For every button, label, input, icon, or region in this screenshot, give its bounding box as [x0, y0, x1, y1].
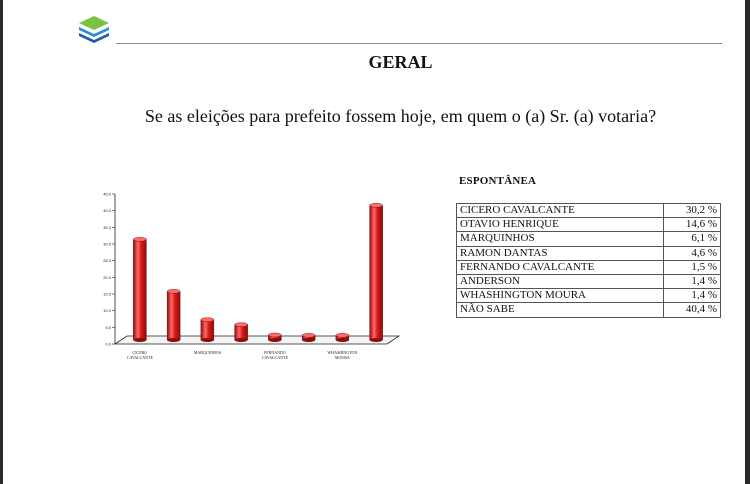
bar-base — [133, 338, 146, 342]
candidate-name: ANDERSON — [457, 274, 664, 288]
candidate-percent: 1,4 % — [664, 274, 721, 288]
y-tick-label: 30.0 — [103, 241, 111, 247]
candidate-name: WHASHINGTON MOURA — [457, 289, 664, 303]
bar — [133, 239, 146, 340]
y-tick-label: 10.0 — [103, 308, 111, 314]
candidate-percent: 14,6 % — [664, 218, 721, 232]
y-tick-label: 35.0 — [103, 224, 111, 230]
y-tick-label: 5.0 — [105, 324, 111, 330]
bar — [201, 320, 214, 340]
bar-top — [167, 289, 180, 293]
x-tick-label: CAVALCANTE — [126, 355, 153, 360]
bar-base — [302, 338, 315, 342]
candidate-name: RAMON DANTAS — [457, 246, 664, 260]
bar-chart — [99, 184, 409, 366]
table-row — [457, 232, 721, 246]
y-tick-label: 40.0 — [103, 208, 111, 214]
bar-top — [133, 237, 146, 241]
table-row — [457, 218, 721, 232]
y-tick-label: 45.0 — [103, 191, 111, 197]
page — [3, 0, 745, 484]
bar-top — [235, 323, 248, 327]
table-title: ESPONTÂNEA — [459, 175, 537, 187]
bar — [370, 205, 383, 340]
candidate-percent: 4,6 % — [664, 246, 721, 260]
x-tick-label: CICERO — [132, 350, 148, 355]
bar-base — [201, 338, 214, 342]
y-tick-label: 25.0 — [103, 258, 111, 264]
header-rule — [116, 43, 722, 44]
chart-floor — [115, 336, 399, 344]
candidate-percent: 6,1 % — [664, 232, 721, 246]
candidate-name: NÃO SABE — [457, 303, 664, 317]
table-row — [457, 246, 721, 260]
bar-base — [235, 338, 248, 342]
candidate-name: OTAVIO HENRIQUE — [457, 218, 664, 232]
x-tick-label: FERNANDO — [263, 350, 286, 355]
results-table — [456, 203, 721, 318]
bar-top — [201, 318, 214, 322]
bar-top — [336, 333, 349, 337]
table-row — [457, 260, 721, 274]
bar-base — [167, 338, 180, 342]
survey-question: Se as eleições para prefeito fossem hoje, em quem o (a) Sr. (a) votaria? — [144, 106, 657, 126]
bar-top — [302, 333, 315, 337]
candidate-name: CICERO CAVALCANTE — [457, 204, 664, 218]
bar-top — [268, 333, 281, 337]
candidate-percent: 1,4 % — [664, 289, 721, 303]
bar-base — [336, 338, 349, 342]
candidate-name: MARQUINHOS — [457, 232, 664, 246]
table-row — [457, 303, 721, 317]
stacked-layers-logo-icon — [75, 14, 113, 46]
table-row — [457, 274, 721, 288]
candidate-percent: 1,5 % — [664, 260, 721, 274]
table-row — [457, 204, 721, 218]
candidate-percent: 40,4 % — [664, 303, 721, 317]
x-tick-label: MOURA — [334, 355, 350, 360]
x-tick-label: MARQUINHOS — [193, 350, 221, 355]
bar — [167, 291, 180, 340]
table-row — [457, 289, 721, 303]
bar-base — [370, 338, 383, 342]
y-tick-label: 15.0 — [103, 291, 111, 297]
x-tick-label: CAVALCANTE — [261, 355, 288, 360]
bar-top — [370, 203, 383, 207]
bar — [235, 325, 248, 340]
candidate-name: FERNANDO CAVALCANTE — [457, 260, 664, 274]
y-tick-label: 0.0 — [105, 341, 111, 347]
y-tick-label: 20.0 — [103, 274, 111, 280]
candidate-percent: 30,2 % — [664, 204, 721, 218]
page-title: GERAL — [368, 52, 433, 72]
bar-base — [268, 338, 281, 342]
x-tick-label: WHASHINGTON — [327, 350, 358, 355]
